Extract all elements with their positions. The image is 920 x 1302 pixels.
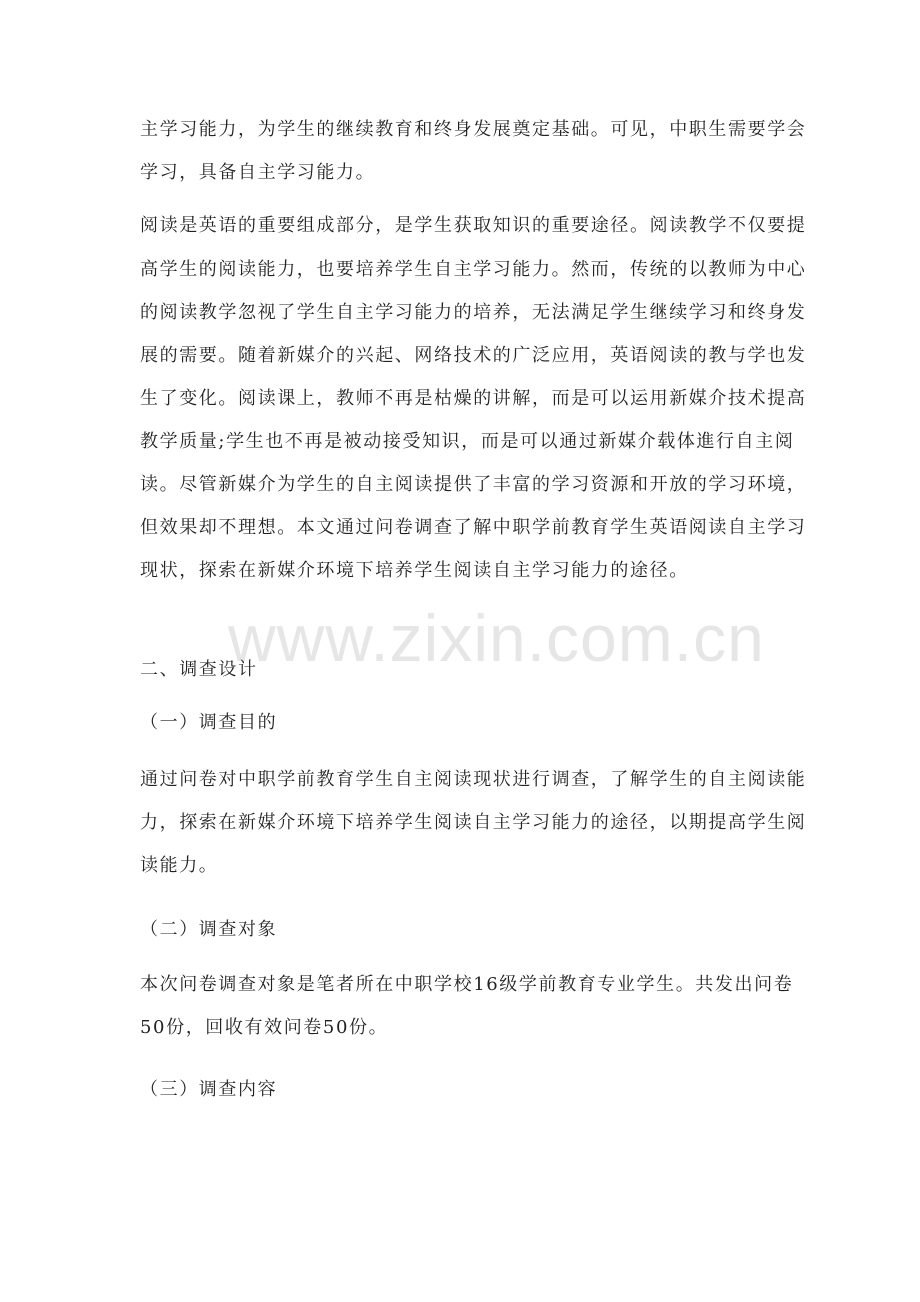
- text-line: 教学质量;学生也不再是被动接受知识，而是可以通过新媒介载体進行自主阅: [140, 431, 795, 452]
- text-line: 50份，回收有效问卷50份。: [140, 1017, 389, 1038]
- text-line: 生了变化。阅读课上，教师不再是枯燥的讲解，而是可以运用新媒介技术提高: [140, 388, 807, 409]
- watermark: www.zixin.com.cn: [228, 601, 765, 675]
- text-line: 的阅读教学忽视了学生自主学习能力的培养，无法满足学生继续学习和终身发: [140, 302, 807, 323]
- text-line: 读能力。: [140, 855, 219, 876]
- section-heading: 二、调查设计: [140, 659, 258, 680]
- text-line: 阅读是英语的重要组成部分，是学生获取知识的重要途径。阅读教学不仅要提: [140, 215, 807, 236]
- section-heading: （二）调查对象: [140, 919, 278, 940]
- text-line: 高学生的阅读能力，也要培养学生自主学习能力。然而，传统的以教师为中心: [140, 259, 807, 280]
- text-line: 现状，探索在新媒介环境下培养学生阅读自主学习能力的途径。: [140, 560, 689, 581]
- section-heading: （一）调查目的: [140, 712, 278, 733]
- text-line: 通过问卷对中职学前教育学生自主阅读现状进行调查，了解学生的自主阅读能: [140, 769, 807, 790]
- text-line: 读。尽管新媒介为学生的自主阅读提供了丰富的学习资源和开放的学习环境，: [140, 474, 807, 495]
- text-line: 展的需要。随着新媒介的兴起、网络技术的广泛应用，英语阅读的教与学也发: [140, 345, 807, 366]
- text-line: 学习，具备自主学习能力。: [140, 162, 376, 183]
- text-line: 主学习能力，为学生的继续教育和终身发展奠定基础。可见，中职生需要学会: [140, 119, 807, 140]
- text-line: 但效果却不理想。本文通过问卷调查了解中职学前教育学生英语阅读自主学习: [140, 517, 807, 538]
- section-heading: （三）调查内容: [140, 1079, 278, 1100]
- text-line: 本次问卷调查对象是笔者所在中职学校16级学前教育专业学生。共发出问卷: [140, 974, 794, 995]
- text-line: 力，探索在新媒介环境下培养学生阅读自主学习能力的途径，以期提高学生阅: [140, 812, 807, 833]
